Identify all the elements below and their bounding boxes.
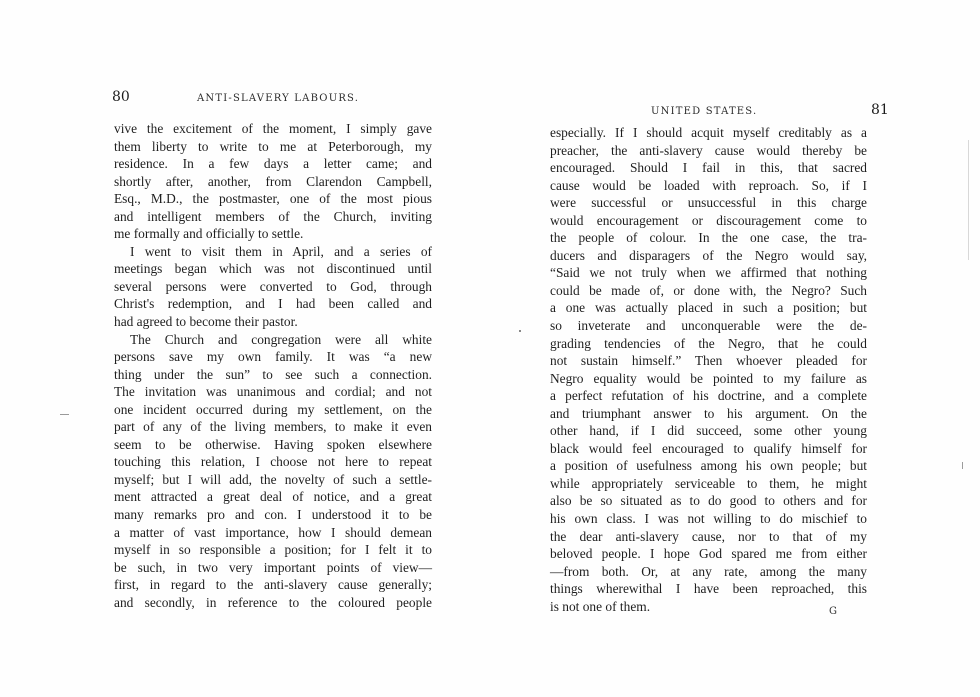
text-line: me formally and officially to settle. [114, 226, 304, 242]
text-line: a position of usefulness among his own people; but [550, 458, 867, 474]
text-line: had agreed to become their pastor. [114, 314, 298, 330]
text-line: not sustain himself.” Then whoever pleaded for [550, 353, 867, 369]
text-line: cause would be loaded with reproach. So, if I [550, 177, 867, 193]
text-line: would encouragement or discouragement come to [550, 212, 867, 228]
text-line: The invitation was unanimous and cordial; and not [114, 384, 432, 400]
text-line: The Church and congregation were all white [130, 331, 432, 347]
text-line: residence. In a few days a letter came; and [114, 156, 432, 172]
text-line: preacher, the anti-slavery cause would thereby be [550, 142, 867, 158]
text-line: the dear anti-slavery cause, nor to that of my [550, 528, 867, 544]
right-page [490, 0, 980, 697]
text-line: black would feel encouraged to qualify himself for [550, 440, 867, 456]
text-line: many remarks pro and con. I understood it to be [114, 507, 432, 523]
text-line: Esq., M.D., the postmaster, one of the most pious [114, 191, 432, 207]
text-line: other hand, if I did succeed, some other young [550, 423, 867, 439]
text-line: thing under the sun” to see such a connection. [114, 366, 432, 382]
text-line: persons save my own family. It was “a new [114, 349, 432, 365]
margin-tick [962, 462, 963, 469]
text-line: ducers and disparagers of the Negro would say, [550, 247, 867, 263]
text-line: and intelligent members of the Church, inviting [114, 208, 432, 224]
signature-mark: G [829, 606, 838, 617]
text-line: “Said we not truly when we affirmed that nothing [550, 265, 867, 281]
text-line: touching this relation, I choose not here to repeat [114, 454, 432, 470]
text-line: shortly after, another, from Clarendon Campbell, [114, 173, 432, 189]
text-line: Christ's redemption, and I had been called and [114, 296, 432, 312]
text-line: part of any of the living members, to make it even [114, 419, 432, 435]
margin-dash [60, 414, 69, 415]
text-line: first, in regard to the anti-slavery cause generally; [114, 577, 432, 593]
right-running-head: UNITED STATES. [651, 106, 758, 117]
ink-speck [519, 330, 521, 332]
text-line: seem to be otherwise. Having spoken elsewhere [114, 436, 432, 452]
text-line: ment attracted a great deal of notice, and a great [114, 489, 432, 505]
left-page-number: 80 [112, 89, 130, 105]
text-line: and secondly, in reference to the coloured people [114, 594, 432, 610]
right-page-number: 81 [871, 102, 889, 118]
text-line: is not one of them. [550, 598, 651, 614]
text-line: were successful or unsuccessful in this charge [550, 195, 867, 211]
text-line: I went to visit them in April, and a series of [130, 243, 432, 259]
text-line: while appropriately serviceable to them, he might [550, 475, 867, 491]
text-line: the people of colour. In the one case, the tra- [550, 230, 867, 246]
text-line: myself in so responsible a position; for I felt it to [114, 542, 432, 558]
text-line: also be so situated as to do good to others and for [550, 493, 867, 509]
text-line: encouraged. Should I fail in this, that sacred [550, 160, 867, 176]
text-line: a matter of vast importance, how I should demean [114, 524, 432, 540]
text-line: things wherewithal I have been reproached, this [550, 581, 867, 597]
right-page-body [550, 124, 867, 615]
text-line: myself; but I will add, the novelty of such a settle- [114, 471, 432, 487]
left-page-body [114, 120, 432, 611]
text-line: beloved people. I hope God spared me from either [550, 546, 867, 562]
left-running-head: ANTI-SLAVERY LABOURS. [197, 93, 360, 104]
text-line: so inveterate and unconquerable were the de- [550, 318, 867, 334]
text-line: Negro equality would be pointed to my failure as [550, 370, 867, 386]
text-line: a one was actually placed in such a position; but [550, 300, 867, 316]
text-line: and triumphant answer to his argument. On the [550, 405, 867, 421]
text-line: meetings began which was not discontinued until [114, 261, 432, 277]
text-line: be such, in two very important points of view— [114, 559, 432, 575]
text-line: several persons were converted to God, through [114, 278, 432, 294]
text-line: —from both. Or, at any rate, among the many [550, 563, 867, 579]
text-line: vive the excitement of the moment, I simply gave [114, 121, 432, 136]
text-line: could be made of, or done with, the Negro? Such [550, 282, 867, 298]
text-line: grading tendencies of the Negro, that he could [550, 335, 867, 351]
text-line: one incident occurred during my settlement, on the [114, 401, 432, 417]
text-line: a perfect refutation of his doctrine, and a complete [550, 388, 867, 404]
text-line: especially. If I should acquit myself creditably as a [550, 125, 867, 140]
text-line: them liberty to write to me at Peterborough, my [114, 138, 432, 154]
page-edge-line [968, 140, 969, 260]
text-line: his own class. I was not willing to do mischief to [550, 511, 867, 527]
